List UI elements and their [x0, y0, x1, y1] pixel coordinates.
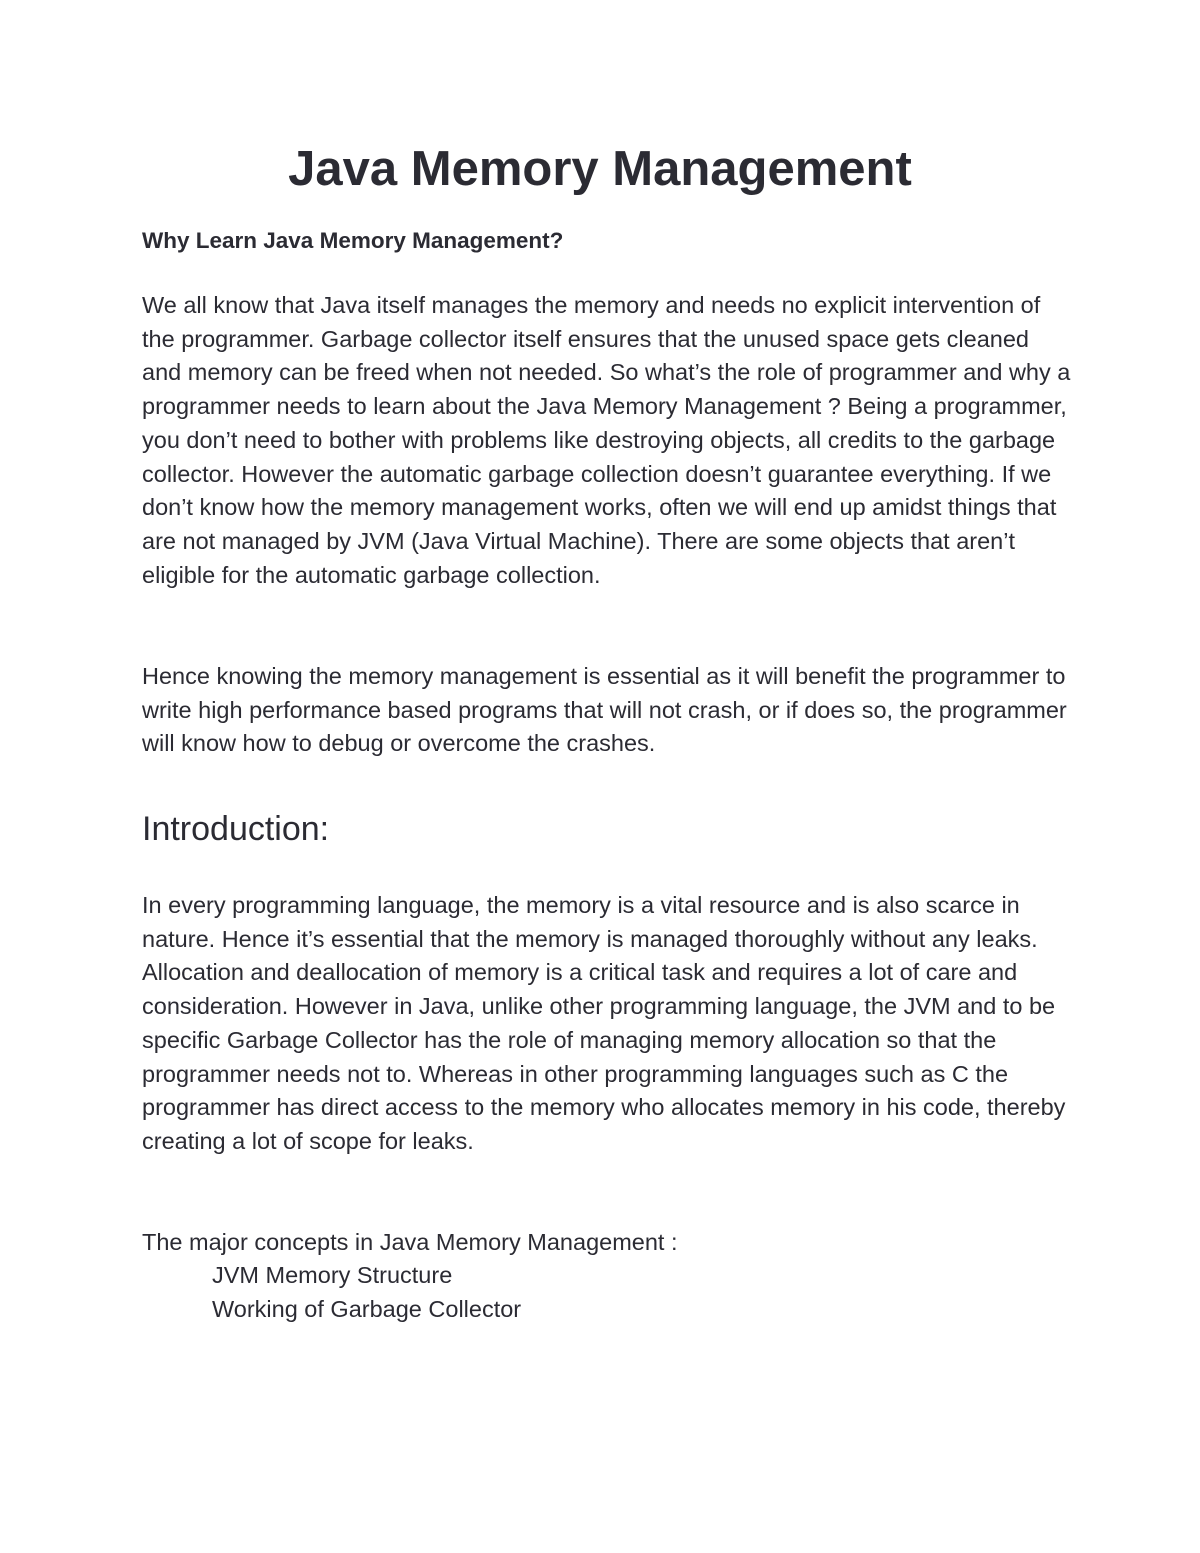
list-item: Working of Garbage Collector — [212, 1295, 522, 1322]
paragraph-benefits: Hence knowing the memory management is essential as it will benefit the programmer to write high performance based programs that will not crash, or if does so, the programmer will know how to debug or overcome the crashes. — [142, 663, 1067, 757]
page-title: Java Memory Management — [288, 142, 912, 196]
list-item: JVM Memory Structure — [212, 1262, 453, 1288]
introduction-heading: Introduction: — [142, 810, 330, 848]
concepts-lead-text: The major concepts in Java Memory Management : — [142, 1229, 678, 1255]
paragraph-why-learn: We all know that Java itself manages the memory and needs no explicit intervention of the programmer. Garbage collector itself ensures that the unused space gets cleaned and memory can be freed when not needed. So what’s the role of programmer and why a programmer needs to learn about the Java Memory Management ? Being a programmer, you don’t need to bother with problems like destroying objects, all credits to the garbage collector. However the automatic garbage collection doesn’t guarantee everything. If we don’t know how the memory management works, often we will end up amidst things that are not managed by JVM (Java Virtual Machine). There are some objects that aren’t eligible for the automatic garbage collection. — [142, 292, 1071, 588]
section-subheading: Why Learn Java Memory Management? — [142, 228, 564, 253]
concepts-list — [212, 1259, 1012, 1326]
paragraph-introduction: In every programming language, the memory is a vital resource and is also scarce in nature. Hence it’s essential that the memory is managed thoroughly without any leaks. Allocation and deallocation of memory is a critical task and requires a lot of care and consideration. However in Java, unlike other programming language, the JVM and to be specific Garbage Collector has the role of managing memory allocation so that the programmer needs not to. Whereas in other programming languages such as C the programmer has direct access to the memory who allocates memory in his code, thereby creating a lot of scope for leaks. — [142, 892, 1066, 1154]
